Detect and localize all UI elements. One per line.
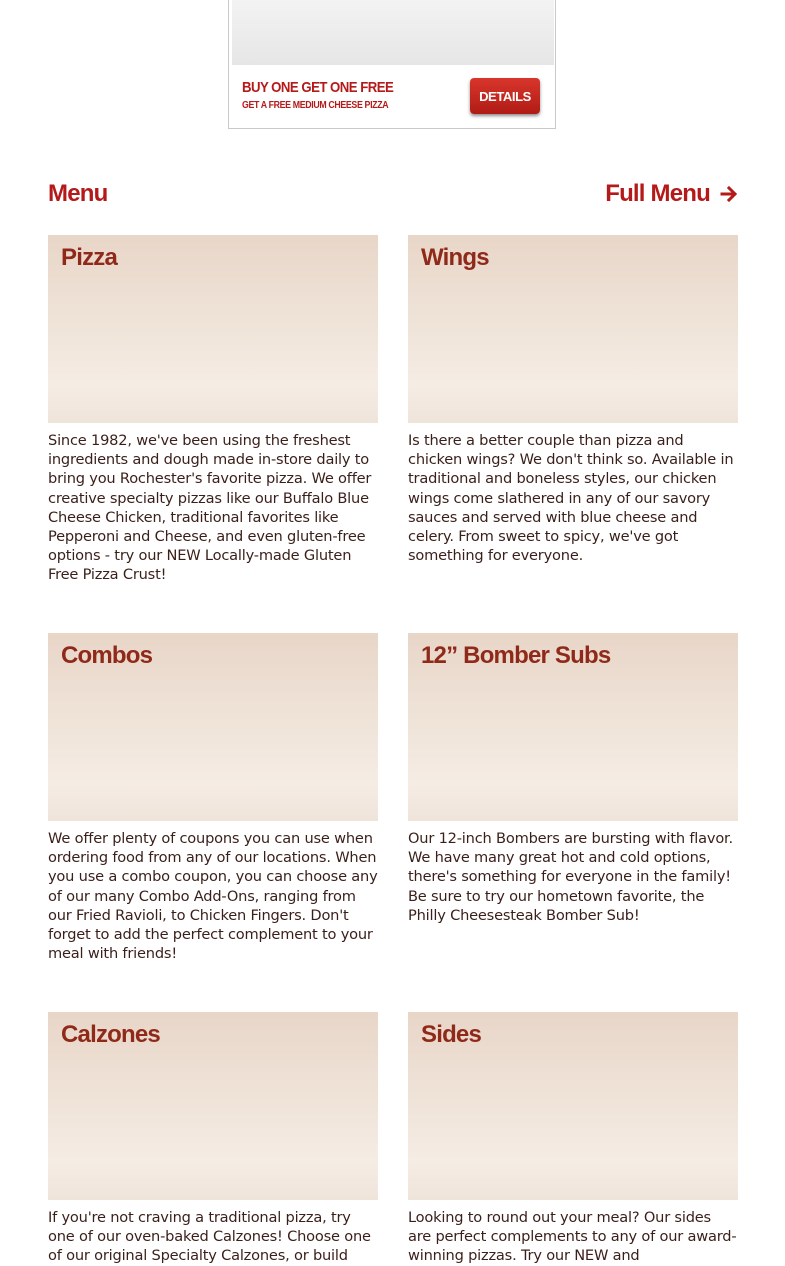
card-title: Sides [421,1021,482,1048]
menu-card-combos[interactable] [48,633,378,963]
menu-card-pizza[interactable] [48,235,378,585]
card-title: Calzones [61,1021,160,1048]
card-description: Looking to round out your meal? Our sides are perfect complements to any of our award-winning pizzas. Try our NEW and [408,1209,737,1265]
card-description: We offer plenty of coupons you can use when ordering food from any of our locations. When you use a combo coupon, you can choose any of our many Combo Add-Ons, ranging from our Fried Ravioli, to Chicken Fingers. Don't forget to add the perfect complement to your meal with friends! [48,830,378,963]
promo-headline: BUY ONE GET ONE FREE [242,79,394,96]
card-image[interactable] [408,1012,738,1200]
card-title: 12” Bomber Subs [421,642,611,669]
arrow-right-icon [720,185,738,203]
card-description: Is there a better couple than pizza and chicken wings? We don't think so. Available in traditional and boneless styles, our chicken wings come slathered in any of our savory sauces and served with blue cheese and celery. From sweet to spicy, we've got something for everyone. [408,432,734,565]
card-title: Wings [421,244,489,271]
menu-header [48,180,738,214]
menu-title: Menu [48,180,108,207]
full-menu-label: Full Menu [605,180,710,207]
card-image[interactable] [48,633,378,821]
card-description: Since 1982, we've been using the freshest ingredients and dough made in-store daily to bring you Rochester's favorite pizza. We offer creative specialty pizzas like our Buffalo Blue Cheese Chicken, traditional favorites like Pepperoni and Cheese, and even gluten-free options - try our NEW Locally-made Gluten Free Pizza Crust! [48,432,372,584]
promo-banner [228,0,556,129]
promo-details-button[interactable]: DETAILS [470,78,540,114]
full-menu-link[interactable] [605,180,738,208]
card-description: If you're not craving a traditional pizza, try one of our oven-baked Calzones! Choose one of our original Specialty Calzones, or build [48,1209,371,1265]
card-image[interactable] [48,235,378,423]
promo-image [232,0,554,65]
menu-card-sides[interactable] [408,1012,738,1266]
card-image[interactable] [408,235,738,423]
menu-card-calzones[interactable] [48,1012,378,1266]
menu-card-wings[interactable] [408,235,738,565]
card-description: Our 12-inch Bombers are bursting with flavor. We have many great hot and cold options, there's something for everyone in the family! Be sure to try our hometown favorite, the Philly Cheesesteak Bomber Sub! [408,830,733,924]
card-image[interactable] [48,1012,378,1200]
menu-card-bomber-subs[interactable] [408,633,738,925]
card-image[interactable] [408,633,738,821]
card-title: Combos [61,642,153,669]
card-title: Pizza [61,244,118,271]
promo-subline: GET A FREE MEDIUM CHEESE PIZZA [242,100,389,111]
